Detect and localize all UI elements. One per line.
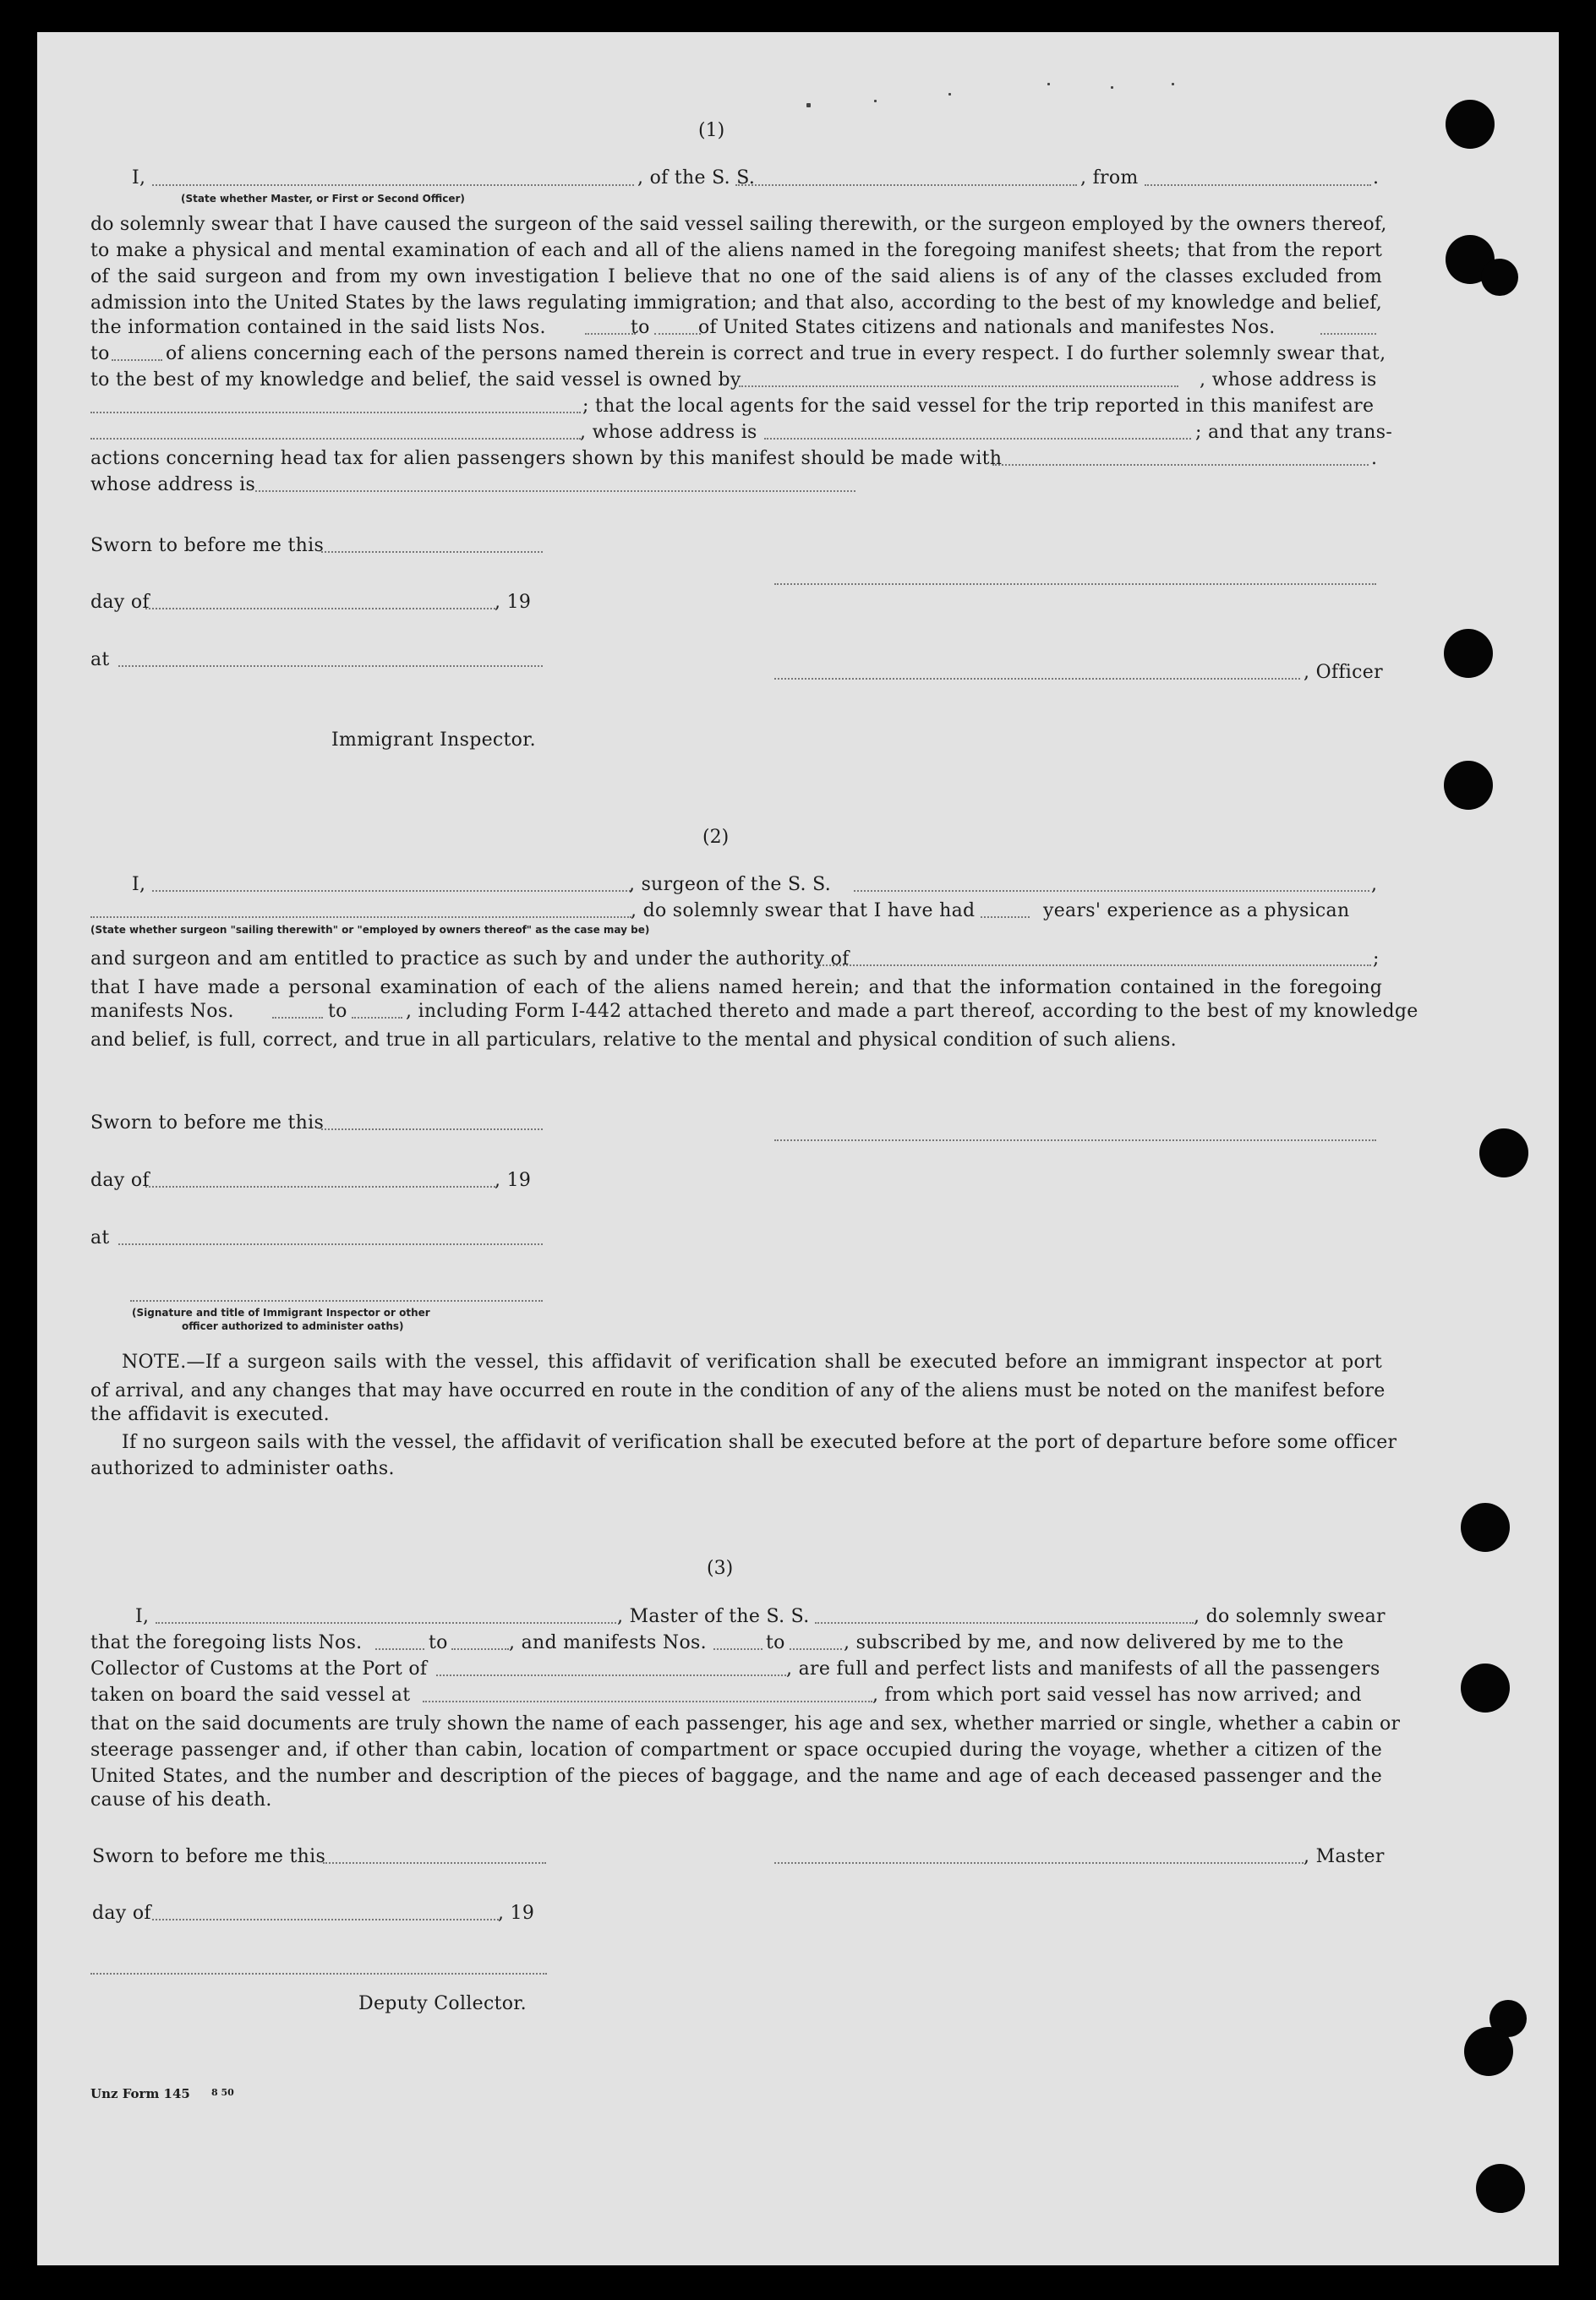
section-1-at-label: at bbox=[90, 649, 110, 670]
section-3-sworn-date-field bbox=[323, 1862, 546, 1864]
transactions-label: ; and that any trans- bbox=[1195, 422, 1393, 443]
signature-hint-line-2: officer authorized to administer oaths) bbox=[182, 1320, 404, 1332]
surgeon-status-hint: (State whether surgeon "sailing therewith" or "employed by owners thereof" as the case may be) bbox=[90, 924, 650, 936]
deputy-collector-label: Deputy Collector. bbox=[358, 1993, 527, 2014]
punch-hole-10 bbox=[1464, 2027, 1513, 2076]
section-1-para-line-4: admission into the United States by the laws regulating immigration; and that also, according to the best of my knowledge and belief, bbox=[90, 292, 1382, 314]
form-id: Unz Form 145 bbox=[90, 2086, 190, 2101]
citizens-manifests-label: of United States citizens and nationals and manifestes Nos. bbox=[698, 317, 1276, 338]
punch-hole-7 bbox=[1461, 1503, 1510, 1552]
lists-nos-label: the information contained in the said lists Nos. bbox=[90, 317, 546, 338]
taken-on-board-label: taken on board the said vessel at bbox=[90, 1685, 411, 1706]
speck bbox=[1172, 83, 1174, 85]
owner-field bbox=[739, 385, 1178, 387]
note-line-5: authorized to administer oaths. bbox=[90, 1458, 395, 1479]
lists-nos-to-field bbox=[654, 333, 701, 335]
speck bbox=[948, 93, 951, 96]
officer-rank-hint: (State whether Master, or First or Second Officer) bbox=[181, 193, 465, 205]
owned-by-label: to the best of my knowledge and belief, the said vessel is owned by bbox=[90, 369, 741, 391]
section-1-para-line-3: of the said surgeon and from my own investigation I believe that no one of the said aliens is of any of the classes excluded from bbox=[90, 266, 1382, 287]
years-experience-field bbox=[981, 916, 1030, 918]
section-2-day-of-field bbox=[145, 1186, 495, 1188]
arrived-label: , from which port said vessel has now arrived; and bbox=[872, 1685, 1362, 1706]
section-2-sworn-label: Sworn to before me this bbox=[90, 1112, 325, 1134]
section-2-day-of-label: day of bbox=[90, 1170, 150, 1191]
subscribed-label: , subscribed by me, and now delivered by me to the bbox=[844, 1632, 1344, 1653]
punch-hole-3 bbox=[1481, 259, 1518, 296]
punch-hole-6 bbox=[1479, 1128, 1528, 1177]
section-3-do-swear-label: , do solemnly swear bbox=[1194, 1606, 1386, 1627]
speck bbox=[874, 100, 877, 102]
manifests-nos-field bbox=[1320, 333, 1376, 335]
vessel-name-field bbox=[735, 184, 1077, 186]
do-swear-years-label: , do solemnly swear that I have had bbox=[631, 900, 976, 921]
form-code: 8 50 bbox=[211, 2087, 234, 2098]
officer-label: , Officer bbox=[1304, 662, 1383, 683]
section-2-sworn-date-field bbox=[321, 1128, 543, 1130]
master-name-field bbox=[156, 1622, 616, 1624]
whose-address-label: whose address is bbox=[90, 474, 256, 495]
aliens-to-field bbox=[112, 359, 162, 361]
section-2-para-line-2: that I have made a personal examination of each of the aliens named herein; and that the information contained in the foregoing bbox=[90, 977, 1382, 998]
surgeon-of-ss-label: , surgeon of the S. S. bbox=[629, 874, 832, 895]
section-3-manifests-label: , and manifests Nos. bbox=[509, 1632, 707, 1653]
section-3-line-start: I, bbox=[135, 1606, 150, 1627]
note-line-4: If no surgeon sails with the vessel, the affidavit of verification shall be executed before at the port of departure before some officer bbox=[122, 1432, 1397, 1453]
section-1-day-of-field bbox=[145, 608, 495, 609]
section-1-line-start: I, bbox=[132, 167, 146, 188]
section-1-sworn-date-field bbox=[321, 551, 543, 553]
note-line-1: NOTE.—If a surgeon sails with the vessel, this affidavit of verification shall be executed before an immigrant inspector at port bbox=[122, 1352, 1382, 1373]
signature-hint-line-1: (Signature and title of Immigrant Inspector or other bbox=[132, 1307, 430, 1319]
section-3-number: (3) bbox=[707, 1558, 734, 1579]
section-3-manifests-to-field bbox=[790, 1648, 842, 1650]
section-2-manifests-to-field bbox=[352, 1017, 402, 1019]
section-3-year-label: , 19 bbox=[498, 1903, 535, 1924]
master-vessel-field bbox=[815, 1622, 1194, 1624]
from-port-field bbox=[1145, 184, 1371, 186]
years-experience-label: years' experience as a physican bbox=[1043, 900, 1350, 921]
speck bbox=[806, 103, 811, 107]
surgeon-vessel-end-comma: , bbox=[1371, 874, 1378, 895]
lists-nos-from-field bbox=[585, 333, 636, 335]
section-2-manifests-from-field bbox=[272, 1017, 323, 1019]
section-3-day-of-field bbox=[152, 1919, 499, 1920]
section-2-year-label: , 19 bbox=[495, 1170, 532, 1191]
section-3-manifests-to: to bbox=[766, 1632, 785, 1653]
section-3-sworn-label: Sworn to before me this bbox=[92, 1846, 326, 1867]
speck bbox=[1047, 83, 1050, 85]
section-2-line-start: I, bbox=[132, 874, 146, 895]
section-3-para-line-4: that on the said documents are truly shown the name of each passenger, his age and sex, whether married or single, whether a cabin or bbox=[90, 1713, 1401, 1735]
head-tax-address-field bbox=[255, 490, 855, 492]
master-signature-field bbox=[774, 1862, 1304, 1864]
section-3-para-line-6: United States, and the number and description of the pieces of baggage, and the name and age of each deceased passenger and the bbox=[90, 1766, 1382, 1787]
section-1-year-label: , 19 bbox=[495, 592, 532, 613]
agents-address-label: , whose address is bbox=[580, 422, 757, 443]
punch-hole-11 bbox=[1476, 2164, 1525, 2213]
agents-address-field bbox=[764, 438, 1191, 440]
of-ss-label: , of the S. S. bbox=[637, 167, 756, 188]
owner-address-label: , whose address is bbox=[1200, 369, 1377, 391]
section-3-day-of-label: day of bbox=[92, 1903, 151, 1924]
head-tax-agent-field bbox=[992, 464, 1369, 466]
collector-label: Collector of Customs at the Port of bbox=[90, 1658, 428, 1680]
section-1-sworn-label: Sworn to before me this bbox=[90, 535, 325, 556]
punch-hole-1 bbox=[1446, 100, 1495, 149]
section-2-at-label: at bbox=[90, 1227, 110, 1248]
from-end-dot: . bbox=[1373, 167, 1380, 188]
authority-field bbox=[817, 964, 1371, 966]
officer-rank-field bbox=[152, 184, 634, 186]
punch-hole-8 bbox=[1461, 1664, 1510, 1713]
section-2-para-line-4: and belief, is full, correct, and true in all particulars, relative to the mental and physical condition of such aliens. bbox=[90, 1030, 1177, 1051]
from-label: , from bbox=[1080, 167, 1139, 188]
manifest-form-sheet bbox=[37, 32, 1559, 2265]
section-3-lists-from-field bbox=[375, 1648, 424, 1650]
punch-hole-5 bbox=[1444, 761, 1493, 810]
section-1-para-line-1: do solemnly swear that I have caused the surgeon of the said vessel sailing therewith, or the surgeon employed by the owners thereof, bbox=[90, 214, 1387, 235]
note-line-2: of arrival, and any changes that may have occurred en route in the condition of any of the aliens must be noted on the manifest before bbox=[90, 1380, 1386, 1401]
head-tax-label: actions concerning head tax for alien passengers shown by this manifest should be made with bbox=[90, 448, 1003, 469]
section-1-number: (1) bbox=[698, 120, 725, 141]
section-3-lists-to: to bbox=[429, 1632, 448, 1653]
section-3-lists-to-field bbox=[451, 1648, 509, 1650]
officer-signature-field bbox=[774, 678, 1300, 680]
note-line-3: the affidavit is executed. bbox=[90, 1404, 330, 1425]
section-1-day-of-label: day of bbox=[90, 592, 150, 613]
perfect-lists-label: , are full and perfect lists and manifests of all the passengers bbox=[786, 1658, 1380, 1680]
local-agents-field bbox=[90, 438, 581, 440]
surgeon-status-field bbox=[90, 916, 631, 918]
local-agents-label: ; that the local agents for the said vessel for the trip reported in this manifest are bbox=[582, 396, 1375, 417]
foregoing-lists-label: that the foregoing lists Nos. bbox=[90, 1632, 363, 1653]
section-2-at-field bbox=[118, 1243, 543, 1245]
owner-address-field bbox=[90, 412, 581, 413]
section-2-number: (2) bbox=[702, 827, 730, 848]
section-2-manifests-label: manifests Nos. bbox=[90, 1001, 234, 1022]
surgeon-name-field bbox=[152, 890, 631, 892]
authority-label: and surgeon and am entitled to practice as such by and under the authority of bbox=[90, 948, 850, 970]
section-3-manifests-from-field bbox=[713, 1648, 762, 1650]
master-label: , Master bbox=[1304, 1846, 1385, 1867]
deputy-signature-field bbox=[90, 1973, 547, 1975]
head-tax-end-dot: . bbox=[1371, 448, 1378, 469]
form-i442-label: , including Form I-442 attached thereto and made a part thereof, according to the best of my knowledge bbox=[406, 1001, 1418, 1022]
punch-hole-4 bbox=[1444, 629, 1493, 678]
section-1-at-field bbox=[118, 665, 543, 667]
section-2-manifests-to: to bbox=[328, 1001, 347, 1022]
section-1-para-line-2: to make a physical and mental examination of each and all of the aliens named in the foregoing manifest sheets; that from the report bbox=[90, 240, 1382, 261]
section-3-para-line-5: steerage passenger and, if other than cabin, location of compartment or space occupied during the voyage, whether a citizen of the bbox=[90, 1740, 1382, 1761]
section-1-right-signature-line bbox=[774, 583, 1376, 585]
authority-end: ; bbox=[1373, 948, 1380, 970]
section-1-para-line-6: of aliens concerning each of the persons named therein is correct and true in every respect. I do further solemnly swear that, bbox=[166, 343, 1386, 364]
section-3-para-line-7: cause of his death. bbox=[90, 1789, 272, 1811]
surgeon-vessel-field bbox=[854, 890, 1369, 892]
port-field bbox=[436, 1674, 786, 1676]
aliens-to: to bbox=[90, 343, 110, 364]
lists-nos-to: to bbox=[631, 317, 650, 338]
departure-port-field bbox=[423, 1701, 872, 1702]
immigrant-inspector-label: Immigrant Inspector. bbox=[331, 729, 536, 751]
inspector-signature-field bbox=[130, 1300, 543, 1302]
master-of-ss-label: , Master of the S. S. bbox=[617, 1606, 810, 1627]
speck bbox=[1111, 86, 1113, 89]
section-2-right-signature-line bbox=[774, 1139, 1376, 1141]
